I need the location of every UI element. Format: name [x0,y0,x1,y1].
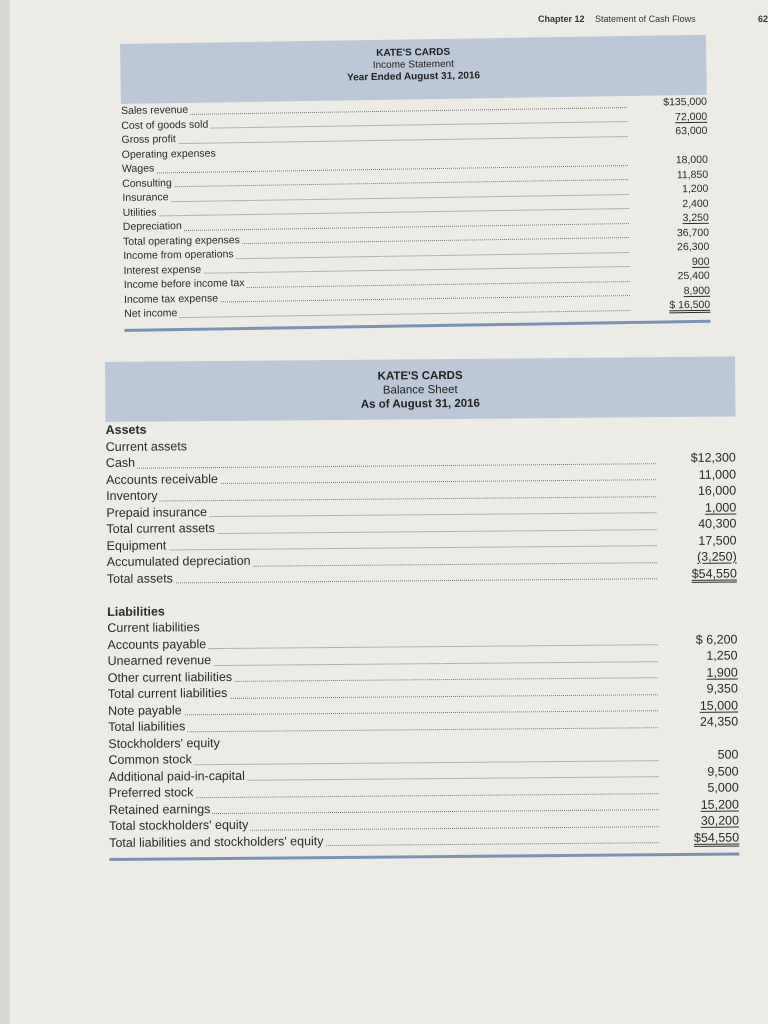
line-amount: $ 16,500 [669,298,711,312]
income-company-name: KATE'S CARDS [376,46,451,59]
line-label: Unearned revenue [108,652,214,669]
line-amount: 15,000 [699,697,739,713]
line-amount: $54,550 [693,829,740,845]
line-label: Additional paid-in-capital [109,767,247,785]
line-amount: 25,400 [677,269,710,283]
line-amount: 3,250 [682,211,709,225]
line-amount [658,433,736,434]
line-label: Inventory [106,488,160,505]
line-label: Utilities [123,205,159,220]
line-label: Note payable [108,702,184,719]
line-amount: 2,400 [682,197,709,210]
line-label: Income tax expense [124,291,220,307]
line-amount: 1,250 [706,648,738,663]
line-amount: 500 [717,747,739,762]
income-statement-period: Year Ended August 31, 2016 [346,70,481,84]
income-statement-lines [121,95,710,322]
line-amount: 40,300 [698,516,737,531]
line-label: Total liabilities [108,718,187,735]
balance-sheet [105,357,739,851]
page-number: 62 [758,14,768,24]
running-head [538,14,768,24]
balance-company-name: KATE'S CARDS [377,369,463,383]
leader-dots [124,310,630,319]
line-amount: 63,000 [675,124,708,138]
line-amount: 15,200 [700,796,739,812]
line-label: Other current liabilities [108,668,234,686]
line-label: Gross profit [121,132,177,147]
income-bottom-rule [124,319,710,331]
line-label: Operating expenses [122,146,218,162]
chapter-label: Chapter 12 [538,14,585,24]
line-label: Assets [106,422,149,439]
line-amount: 17,500 [698,532,737,548]
line-label: Total liabilities and stockholders' equity [109,833,325,851]
line-label: Depreciation [123,219,184,234]
line-amount: 9,500 [707,763,739,779]
line-amount: 9,350 [706,681,738,696]
line-amount: 1,900 [706,664,738,680]
line-label: Cash [106,455,137,472]
income-statement-title: Income Statement [372,58,455,72]
line-amount: 11,000 [698,466,737,482]
line-amount: 72,000 [674,110,708,123]
line-amount: $12,300 [690,450,736,465]
line-label: Net income [124,306,179,321]
line-label: Consulting [122,176,174,191]
line-amount [659,598,737,599]
line-label: Retained earnings [109,801,213,818]
balance-bottom-rule [109,852,739,860]
line-amount: $54,550 [691,565,737,581]
line-label: Equipment [107,537,169,554]
line-amount: 30,200 [700,813,740,828]
line-amount: $135,000 [663,95,708,109]
line-label: Income before income tax [124,276,247,292]
line-amount: $ 6,200 [695,631,738,647]
balance-sheet-lines [106,417,740,851]
line-label: Insurance [122,190,170,205]
line-amount: 5,000 [707,780,739,795]
line-amount [658,417,736,418]
line-label: Total stockholders' equity [109,817,250,835]
line-label: Sales revenue [121,103,190,119]
income-statement [120,35,710,322]
balance-sheet-title: Balance Sheet [382,383,458,397]
line-label: Interest expense [123,262,203,278]
line-amount: 36,700 [676,226,710,239]
line-amount [659,614,737,615]
line-label: Common stock [108,751,194,768]
line-amount: 24,350 [699,714,739,729]
line-amount: 18,000 [675,153,708,167]
line-label: Cost of goods sold [121,117,210,133]
line-label: Accounts payable [107,636,208,653]
line-label: Liabilities [107,603,167,620]
line-label: Current assets [106,438,189,455]
line-label: Accumulated depreciation [107,553,253,571]
income-statement-header [120,35,707,104]
line-amount: 11,850 [676,168,709,181]
line-label: Preferred stock [109,784,196,801]
line-amount: 1,000 [704,499,737,515]
line-label: Total operating expenses [123,233,242,249]
balance-sheet-header [105,357,735,422]
line-label: Stockholders' equity [108,734,222,751]
line-amount: 26,300 [677,240,710,254]
line-label: Total assets [107,570,175,587]
line-label: Prepaid insurance [106,504,209,521]
line-amount: 16,000 [697,483,737,498]
line-amount: (3,250) [697,549,737,564]
line-amount: 8,900 [683,284,711,297]
line-amount: 900 [691,255,710,268]
chapter-title: Statement of Cash Flows [595,14,696,24]
line-label: Total current liabilities [108,685,230,703]
line-amount: 1,200 [681,182,709,196]
line-label: Wages [122,161,157,176]
line-label: Current liabilities [107,619,202,636]
balance-sheet-period: As of August 31, 2016 [360,397,480,411]
line-label: Income from operations [123,247,236,263]
line-label: Total current assets [106,520,217,537]
line-label: Accounts receivable [106,471,220,488]
book-page [10,0,768,1024]
